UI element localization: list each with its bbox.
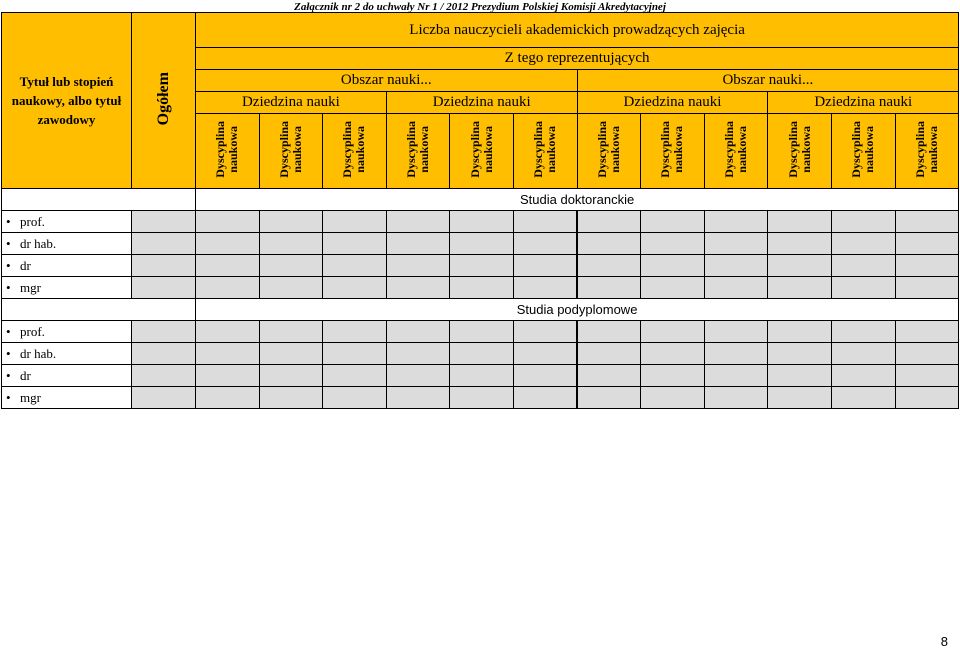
section-title: Studia doktoranckie bbox=[196, 189, 959, 211]
discipline-cell bbox=[323, 114, 387, 189]
discipline-cell bbox=[641, 114, 705, 189]
total-value-cell[interactable] bbox=[132, 277, 196, 299]
discipline-label-line2: naukowa bbox=[544, 125, 559, 173]
bullet-icon: • bbox=[6, 213, 11, 229]
discipline-label bbox=[850, 121, 876, 178]
discipline-value-cell[interactable] bbox=[450, 387, 514, 409]
discipline-value-cell[interactable] bbox=[196, 255, 260, 277]
discipline-value-cell[interactable] bbox=[768, 365, 832, 387]
discipline-label-line1: Dyscyplina bbox=[404, 120, 419, 178]
discipline-label-line1: Dyscyplina bbox=[912, 120, 927, 178]
discipline-value-cell[interactable] bbox=[895, 321, 959, 343]
discipline-value-cell[interactable] bbox=[386, 365, 450, 387]
discipline-value-cell[interactable] bbox=[641, 255, 705, 277]
discipline-value-cell[interactable] bbox=[577, 365, 641, 387]
left-title: Tytuł lub stopień naukowy, albo tytuł zawodowy bbox=[11, 74, 122, 127]
discipline-label bbox=[532, 121, 558, 178]
discipline-value-cell[interactable] bbox=[768, 255, 832, 277]
discipline-value-cell[interactable] bbox=[831, 255, 895, 277]
discipline-value-cell[interactable] bbox=[704, 255, 768, 277]
discipline-value-cell[interactable] bbox=[577, 255, 641, 277]
bullet-icon: • bbox=[6, 389, 11, 405]
area-label-2: Obszar nauki... bbox=[722, 72, 814, 88]
discipline-value-cell[interactable] bbox=[704, 365, 768, 387]
field-cell-4 bbox=[768, 92, 959, 114]
discipline-label-line1: Dyscyplina bbox=[658, 120, 673, 178]
total-label: Ogółem bbox=[154, 71, 172, 126]
discipline-value-cell[interactable] bbox=[831, 211, 895, 233]
discipline-label bbox=[659, 121, 685, 178]
area-label-1: Obszar nauki... bbox=[340, 72, 432, 88]
discipline-value-cell[interactable] bbox=[386, 233, 450, 255]
document-caption: Załącznik nr 2 do uchwały Nr 1 / 2012 Prezydium Polskiej Komisji Akredytacyjnej bbox=[294, 1, 666, 13]
discipline-value-cell[interactable] bbox=[831, 233, 895, 255]
discipline-label bbox=[723, 121, 749, 178]
discipline-label bbox=[787, 121, 813, 178]
discipline-value-cell[interactable] bbox=[259, 387, 323, 409]
row-label-cell bbox=[2, 343, 132, 365]
discipline-value-cell[interactable] bbox=[323, 211, 387, 233]
discipline-value-cell[interactable] bbox=[895, 255, 959, 277]
discipline-label-line1: Dyscyplina bbox=[849, 120, 864, 178]
field-label-4: Dziedzina nauki bbox=[814, 94, 913, 110]
main-title-cell bbox=[196, 13, 959, 48]
discipline-cell bbox=[450, 114, 514, 189]
discipline-value-cell[interactable] bbox=[641, 277, 705, 299]
field-cell-1 bbox=[196, 92, 387, 114]
section-title: Studia podyplomowe bbox=[196, 299, 959, 321]
discipline-value-cell[interactable] bbox=[386, 277, 450, 299]
discipline-value-cell[interactable] bbox=[450, 277, 514, 299]
discipline-value-cell[interactable] bbox=[323, 387, 387, 409]
discipline-label bbox=[341, 121, 367, 178]
discipline-value-cell[interactable] bbox=[641, 365, 705, 387]
row-label-cell bbox=[2, 321, 132, 343]
discipline-label bbox=[405, 121, 431, 178]
discipline-value-cell[interactable] bbox=[513, 233, 577, 255]
discipline-value-cell[interactable] bbox=[577, 321, 641, 343]
discipline-label-line1: Dyscyplina bbox=[467, 120, 482, 178]
discipline-value-cell[interactable] bbox=[895, 211, 959, 233]
table-row bbox=[2, 277, 959, 299]
row-label: dr hab. bbox=[20, 235, 57, 251]
discipline-value-cell[interactable] bbox=[768, 387, 832, 409]
field-label-1: Dziedzina nauki bbox=[241, 94, 340, 110]
section-blank-cell bbox=[2, 189, 196, 211]
area-cell-2 bbox=[577, 70, 959, 92]
discipline-cell bbox=[386, 114, 450, 189]
table-row bbox=[2, 255, 959, 277]
discipline-value-cell[interactable] bbox=[450, 321, 514, 343]
discipline-value-cell[interactable] bbox=[450, 365, 514, 387]
discipline-value-cell[interactable] bbox=[895, 233, 959, 255]
row-label-cell bbox=[2, 255, 132, 277]
discipline-value-cell[interactable] bbox=[259, 277, 323, 299]
discipline-value-cell[interactable] bbox=[895, 343, 959, 365]
discipline-value-cell[interactable] bbox=[831, 277, 895, 299]
row-label-cell bbox=[2, 365, 132, 387]
area-cell-1 bbox=[196, 70, 578, 92]
total-value-cell[interactable] bbox=[132, 321, 196, 343]
discipline-value-cell[interactable] bbox=[450, 255, 514, 277]
discipline-value-cell[interactable] bbox=[704, 321, 768, 343]
discipline-value-cell[interactable] bbox=[577, 343, 641, 365]
discipline-label-line1: Dyscyplina bbox=[340, 120, 355, 178]
discipline-value-cell[interactable] bbox=[323, 365, 387, 387]
discipline-label-line2: naukowa bbox=[798, 125, 813, 173]
subtitle-cell bbox=[196, 48, 959, 70]
left-title-cell bbox=[2, 13, 132, 189]
discipline-value-cell[interactable] bbox=[259, 211, 323, 233]
discipline-value-cell[interactable] bbox=[768, 277, 832, 299]
discipline-label bbox=[469, 121, 495, 178]
row-label-cell bbox=[2, 233, 132, 255]
discipline-value-cell[interactable] bbox=[704, 343, 768, 365]
discipline-value-cell[interactable] bbox=[768, 321, 832, 343]
discipline-label-line1: Dyscyplina bbox=[276, 120, 291, 178]
total-value-cell[interactable] bbox=[132, 255, 196, 277]
table-row bbox=[2, 343, 959, 365]
discipline-value-cell[interactable] bbox=[450, 343, 514, 365]
total-value-cell[interactable] bbox=[132, 387, 196, 409]
row-label-cell bbox=[2, 211, 132, 233]
discipline-label bbox=[596, 121, 622, 178]
table-row bbox=[2, 387, 959, 409]
bullet-icon: • bbox=[6, 345, 11, 361]
field-label-2: Dziedzina nauki bbox=[432, 94, 531, 110]
discipline-value-cell[interactable] bbox=[768, 211, 832, 233]
discipline-value-cell[interactable] bbox=[450, 211, 514, 233]
total-value-cell[interactable] bbox=[132, 343, 196, 365]
discipline-value-cell[interactable] bbox=[196, 387, 260, 409]
discipline-value-cell[interactable] bbox=[196, 233, 260, 255]
discipline-value-cell[interactable] bbox=[895, 387, 959, 409]
discipline-value-cell[interactable] bbox=[831, 321, 895, 343]
section-blank-cell bbox=[2, 299, 196, 321]
discipline-label-line2: naukowa bbox=[862, 125, 877, 173]
discipline-value-cell[interactable] bbox=[577, 233, 641, 255]
row-label: dr bbox=[20, 367, 31, 383]
discipline-value-cell[interactable] bbox=[196, 343, 260, 365]
bullet-icon: • bbox=[6, 279, 11, 295]
table-row bbox=[2, 365, 959, 387]
bullet-icon: • bbox=[6, 367, 11, 383]
discipline-label-line2: naukowa bbox=[289, 125, 304, 173]
discipline-value-cell[interactable] bbox=[768, 233, 832, 255]
discipline-value-cell[interactable] bbox=[513, 211, 577, 233]
discipline-value-cell[interactable] bbox=[768, 343, 832, 365]
discipline-value-cell[interactable] bbox=[641, 211, 705, 233]
row-label: mgr bbox=[20, 279, 41, 295]
discipline-value-cell[interactable] bbox=[513, 255, 577, 277]
field-cell-2 bbox=[386, 92, 577, 114]
discipline-value-cell[interactable] bbox=[577, 277, 641, 299]
total-value-cell[interactable] bbox=[132, 211, 196, 233]
discipline-value-cell[interactable] bbox=[641, 387, 705, 409]
discipline-label bbox=[214, 121, 240, 178]
discipline-value-cell[interactable] bbox=[259, 255, 323, 277]
discipline-value-cell[interactable] bbox=[577, 211, 641, 233]
teachers-table bbox=[1, 12, 959, 409]
page-number: 8 bbox=[940, 634, 948, 649]
discipline-cell bbox=[831, 114, 895, 189]
discipline-value-cell[interactable] bbox=[196, 211, 260, 233]
total-value-cell[interactable] bbox=[132, 233, 196, 255]
discipline-value-cell[interactable] bbox=[513, 387, 577, 409]
discipline-value-cell[interactable] bbox=[259, 343, 323, 365]
row-label: dr bbox=[20, 257, 31, 273]
discipline-value-cell[interactable] bbox=[323, 255, 387, 277]
discipline-label-line2: naukowa bbox=[480, 125, 495, 173]
discipline-label-line2: naukowa bbox=[735, 125, 750, 173]
discipline-value-cell[interactable] bbox=[259, 321, 323, 343]
discipline-cell bbox=[768, 114, 832, 189]
discipline-value-cell[interactable] bbox=[704, 211, 768, 233]
discipline-value-cell[interactable] bbox=[196, 277, 260, 299]
discipline-label-line2: naukowa bbox=[353, 125, 368, 173]
discipline-value-cell[interactable] bbox=[831, 365, 895, 387]
discipline-value-cell[interactable] bbox=[323, 233, 387, 255]
discipline-value-cell[interactable] bbox=[323, 343, 387, 365]
subtitle: Z tego reprezentujących bbox=[504, 50, 650, 66]
discipline-value-cell[interactable] bbox=[704, 387, 768, 409]
discipline-value-cell[interactable] bbox=[895, 365, 959, 387]
discipline-value-cell[interactable] bbox=[386, 211, 450, 233]
discipline-value-cell[interactable] bbox=[513, 277, 577, 299]
row-label-cell bbox=[2, 277, 132, 299]
discipline-value-cell[interactable] bbox=[513, 365, 577, 387]
discipline-value-cell[interactable] bbox=[323, 277, 387, 299]
main-title: Liczba nauczycieli akademickich prowadzących zajęcia bbox=[409, 21, 745, 38]
discipline-value-cell[interactable] bbox=[386, 321, 450, 343]
discipline-label bbox=[278, 121, 304, 178]
discipline-label-line2: naukowa bbox=[925, 125, 940, 173]
discipline-value-cell[interactable] bbox=[386, 255, 450, 277]
table-row bbox=[2, 321, 959, 343]
row-label: dr hab. bbox=[20, 345, 57, 361]
discipline-label-line2: naukowa bbox=[417, 125, 432, 173]
discipline-cell bbox=[704, 114, 768, 189]
discipline-value-cell[interactable] bbox=[704, 277, 768, 299]
discipline-value-cell[interactable] bbox=[323, 321, 387, 343]
discipline-label-line1: Dyscyplina bbox=[594, 120, 609, 178]
discipline-value-cell[interactable] bbox=[641, 343, 705, 365]
bullet-icon: • bbox=[6, 257, 11, 273]
discipline-value-cell[interactable] bbox=[641, 233, 705, 255]
bullet-icon: • bbox=[6, 323, 11, 339]
row-label-cell bbox=[2, 387, 132, 409]
table-row bbox=[2, 233, 959, 255]
discipline-value-cell[interactable] bbox=[513, 343, 577, 365]
discipline-label-line1: Dyscyplina bbox=[213, 120, 228, 178]
discipline-value-cell[interactable] bbox=[196, 321, 260, 343]
total-cell bbox=[132, 13, 196, 189]
discipline-value-cell[interactable] bbox=[577, 387, 641, 409]
discipline-label-line1: Dyscyplina bbox=[785, 120, 800, 178]
field-cell-3 bbox=[577, 92, 768, 114]
discipline-label-line2: naukowa bbox=[607, 125, 622, 173]
discipline-value-cell[interactable] bbox=[895, 277, 959, 299]
discipline-value-cell[interactable] bbox=[450, 233, 514, 255]
field-label-3: Dziedzina nauki bbox=[623, 94, 722, 110]
discipline-cell bbox=[259, 114, 323, 189]
discipline-label-line2: naukowa bbox=[671, 125, 686, 173]
discipline-cell bbox=[513, 114, 577, 189]
total-value-cell[interactable] bbox=[132, 365, 196, 387]
discipline-label-line1: Dyscyplina bbox=[531, 120, 546, 178]
discipline-value-cell[interactable] bbox=[259, 233, 323, 255]
row-label: mgr bbox=[20, 389, 41, 405]
discipline-value-cell[interactable] bbox=[704, 233, 768, 255]
discipline-value-cell[interactable] bbox=[831, 387, 895, 409]
discipline-value-cell[interactable] bbox=[259, 365, 323, 387]
row-label: prof. bbox=[20, 213, 45, 229]
discipline-value-cell[interactable] bbox=[386, 387, 450, 409]
discipline-value-cell[interactable] bbox=[196, 365, 260, 387]
discipline-value-cell[interactable] bbox=[641, 321, 705, 343]
discipline-value-cell[interactable] bbox=[831, 343, 895, 365]
discipline-label bbox=[914, 121, 940, 178]
row-label: prof. bbox=[20, 323, 45, 339]
discipline-label-line2: naukowa bbox=[226, 125, 241, 173]
discipline-value-cell[interactable] bbox=[513, 321, 577, 343]
table-row bbox=[2, 211, 959, 233]
discipline-value-cell[interactable] bbox=[386, 343, 450, 365]
discipline-label-line1: Dyscyplina bbox=[722, 120, 737, 178]
bullet-icon: • bbox=[6, 235, 11, 251]
discipline-cell bbox=[196, 114, 260, 189]
discipline-cell bbox=[895, 114, 959, 189]
discipline-cell bbox=[577, 114, 641, 189]
